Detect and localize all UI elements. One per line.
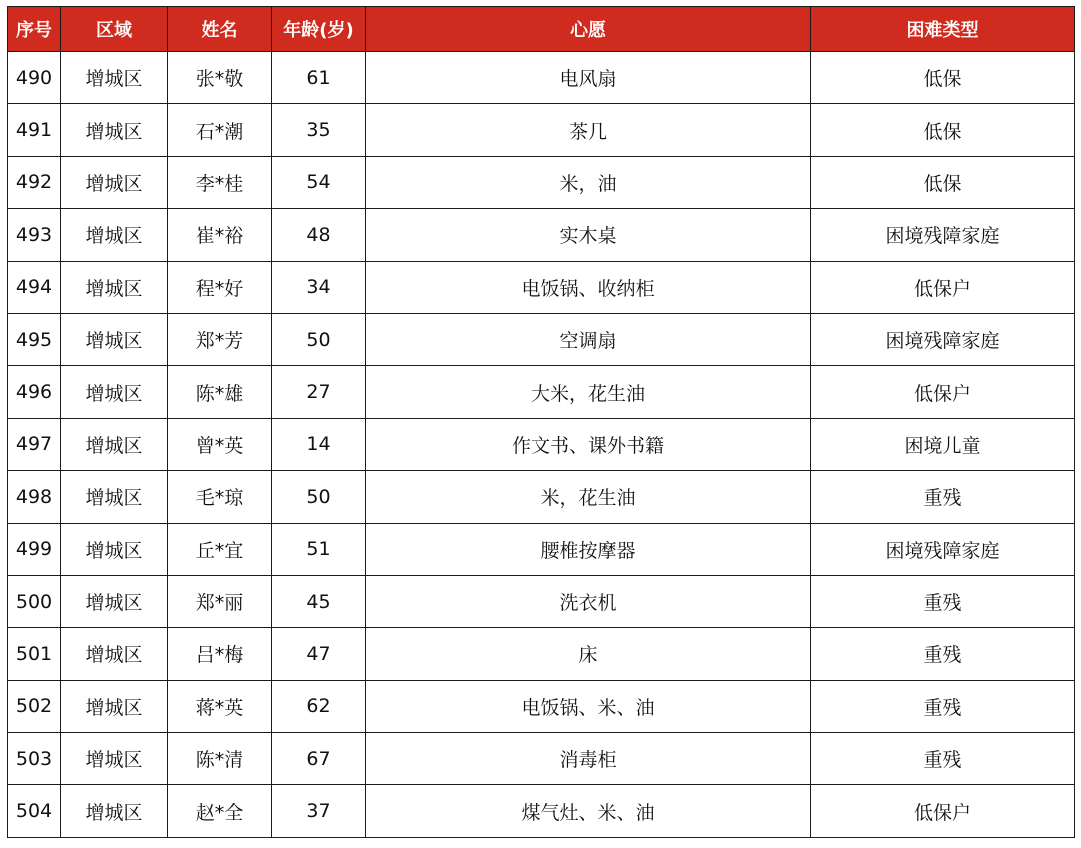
table-row [8,785,1075,837]
wish-cell: 空调扇 [366,313,811,365]
serial-cell: 504 [8,785,61,837]
age-cell: 14 [272,418,366,470]
wish-list-sheet [7,6,1074,838]
hardship-type-cell: 低保 [811,156,1075,208]
table-row [8,209,1075,261]
district-cell: 增城区 [61,471,168,523]
wish-cell: 作文书、课外书籍 [366,418,811,470]
table-row [8,471,1075,523]
serial-cell: 502 [8,680,61,732]
table-row [8,313,1075,365]
age-cell: 47 [272,628,366,680]
hardship-type-cell: 低保户 [811,366,1075,418]
wish-cell: 煤气灶、米、油 [366,785,811,837]
district-cell: 增城区 [61,575,168,627]
age-cell: 37 [272,785,366,837]
age-cell: 50 [272,471,366,523]
serial-cell: 490 [8,52,61,104]
name-cell: 崔*裕 [168,209,272,261]
wish-cell: 床 [366,628,811,680]
hardship-type-cell: 困境残障家庭 [811,523,1075,575]
serial-cell: 491 [8,104,61,156]
serial-cell: 498 [8,471,61,523]
table-row [8,733,1075,785]
table-row [8,261,1075,313]
name-cell: 陈*雄 [168,366,272,418]
name-cell: 丘*宜 [168,523,272,575]
table-row [8,366,1075,418]
hardship-type-cell: 低保户 [811,261,1075,313]
table-body [8,52,1075,838]
name-cell: 陈*清 [168,733,272,785]
age-cell: 61 [272,52,366,104]
table-row [8,523,1075,575]
district-cell: 增城区 [61,209,168,261]
district-cell: 增城区 [61,366,168,418]
serial-cell: 497 [8,418,61,470]
age-cell: 48 [272,209,366,261]
column-header-age: 年龄(岁) [272,7,366,52]
district-cell: 增城区 [61,104,168,156]
table-row [8,418,1075,470]
wish-cell: 电饭锅、米、油 [366,680,811,732]
district-cell: 增城区 [61,313,168,365]
serial-cell: 503 [8,733,61,785]
serial-cell: 492 [8,156,61,208]
wish-cell: 实木桌 [366,209,811,261]
column-header-wish: 心愿 [366,7,811,52]
district-cell: 增城区 [61,418,168,470]
serial-cell: 499 [8,523,61,575]
age-cell: 54 [272,156,366,208]
district-cell: 增城区 [61,733,168,785]
serial-cell: 496 [8,366,61,418]
wish-cell: 大米，花生油 [366,366,811,418]
age-cell: 51 [272,523,366,575]
hardship-type-cell: 困境儿童 [811,418,1075,470]
hardship-type-cell: 重残 [811,471,1075,523]
district-cell: 增城区 [61,156,168,208]
table-row [8,575,1075,627]
name-cell: 赵*全 [168,785,272,837]
column-header-name: 姓名 [168,7,272,52]
hardship-type-cell: 困境残障家庭 [811,209,1075,261]
serial-cell: 500 [8,575,61,627]
district-cell: 增城区 [61,680,168,732]
name-cell: 李*桂 [168,156,272,208]
serial-cell: 495 [8,313,61,365]
age-cell: 35 [272,104,366,156]
wish-cell: 米，花生油 [366,471,811,523]
hardship-type-cell: 低保 [811,52,1075,104]
column-header-district: 区域 [61,7,168,52]
district-cell: 增城区 [61,261,168,313]
hardship-type-cell: 低保 [811,104,1075,156]
wish-cell: 腰椎按摩器 [366,523,811,575]
wish-cell: 米，油 [366,156,811,208]
name-cell: 郑*芳 [168,313,272,365]
age-cell: 50 [272,313,366,365]
table-row [8,680,1075,732]
wish-cell: 消毒柜 [366,733,811,785]
serial-cell: 493 [8,209,61,261]
header-row [8,7,1075,52]
hardship-type-cell: 重残 [811,628,1075,680]
wish-cell: 电饭锅、收纳柜 [366,261,811,313]
age-cell: 45 [272,575,366,627]
name-cell: 程*好 [168,261,272,313]
table-row [8,104,1075,156]
hardship-type-cell: 低保户 [811,785,1075,837]
name-cell: 石*潮 [168,104,272,156]
age-cell: 67 [272,733,366,785]
district-cell: 增城区 [61,785,168,837]
table-row [8,52,1075,104]
age-cell: 34 [272,261,366,313]
column-header-hardship-type: 困难类型 [811,7,1075,52]
name-cell: 郑*丽 [168,575,272,627]
hardship-type-cell: 重残 [811,575,1075,627]
wish-cell: 电风扇 [366,52,811,104]
hardship-type-cell: 困境残障家庭 [811,313,1075,365]
table-header [8,7,1075,52]
column-header-serial: 序号 [8,7,61,52]
district-cell: 增城区 [61,628,168,680]
serial-cell: 494 [8,261,61,313]
wish-cell: 茶几 [366,104,811,156]
hardship-type-cell: 重残 [811,733,1075,785]
hardship-type-cell: 重残 [811,680,1075,732]
district-cell: 增城区 [61,523,168,575]
age-cell: 62 [272,680,366,732]
name-cell: 张*敬 [168,52,272,104]
name-cell: 蒋*英 [168,680,272,732]
age-cell: 27 [272,366,366,418]
table-row [8,628,1075,680]
district-cell: 增城区 [61,52,168,104]
name-cell: 吕*梅 [168,628,272,680]
name-cell: 曾*英 [168,418,272,470]
name-cell: 毛*琼 [168,471,272,523]
table-row [8,156,1075,208]
wish-list-table [7,6,1075,838]
wish-cell: 洗衣机 [366,575,811,627]
serial-cell: 501 [8,628,61,680]
